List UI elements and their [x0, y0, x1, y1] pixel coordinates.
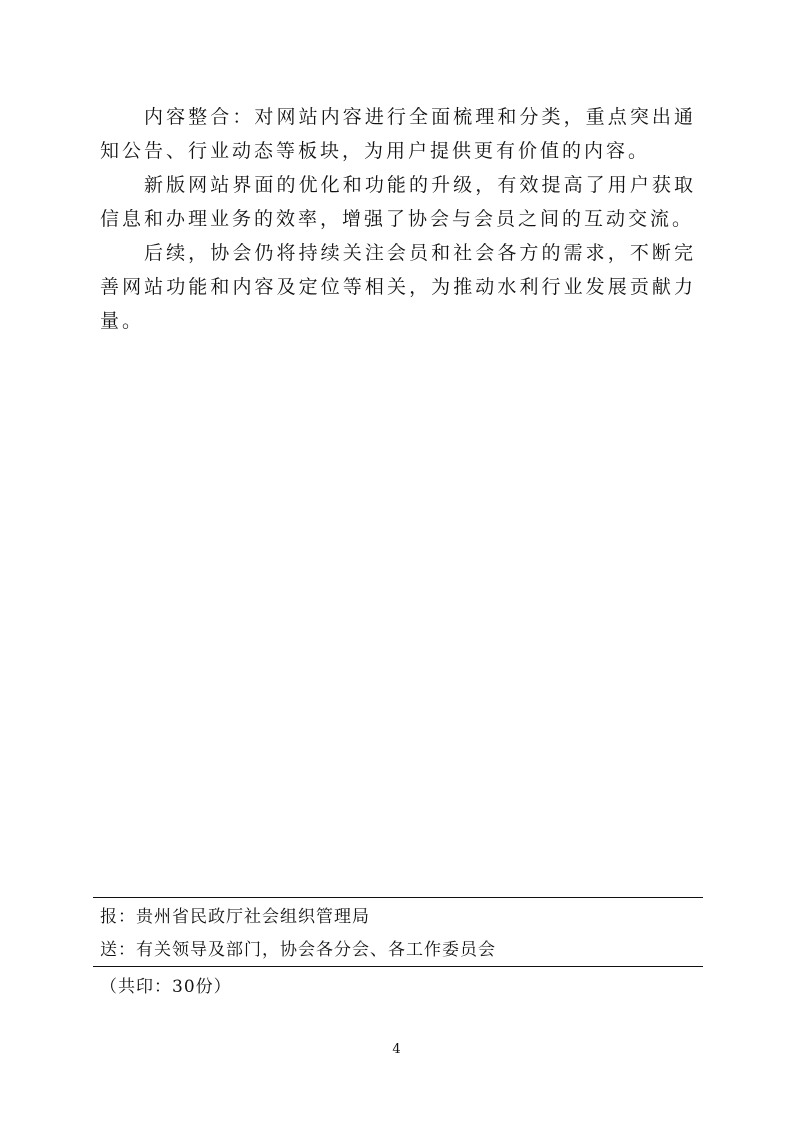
page-number: 4: [392, 1042, 401, 1057]
print-copies-note: （共印：30份）: [100, 977, 232, 997]
paragraph-interface-upgrade: 新版网站界面的优化和功能的升级，有效提高了用户获取信息和办理业务的效率，增强了协会与会员之间的互动交流。: [100, 174, 696, 230]
distribution-bottom-rule: [93, 966, 703, 967]
send-to-line: 送：有关领导及部门，协会各分会、各工作委员会: [100, 940, 496, 960]
paragraph-follow-up: 后续，协会仍将持续关注会员和社会各方的需求，不断完善网站功能和内容及定位等相关，为推动水利行业发展贡献力量。: [100, 242, 696, 332]
document-body: [100, 100, 696, 338]
paragraph-content-integration: 内容整合：对网站内容进行全面梳理和分类，重点突出通知公告、行业动态等板块，为用户提供更有价值的内容。: [100, 106, 696, 162]
distribution-top-rule: [93, 897, 703, 898]
report-to-line: 报：贵州省民政厅社会组织管理局: [100, 907, 370, 927]
